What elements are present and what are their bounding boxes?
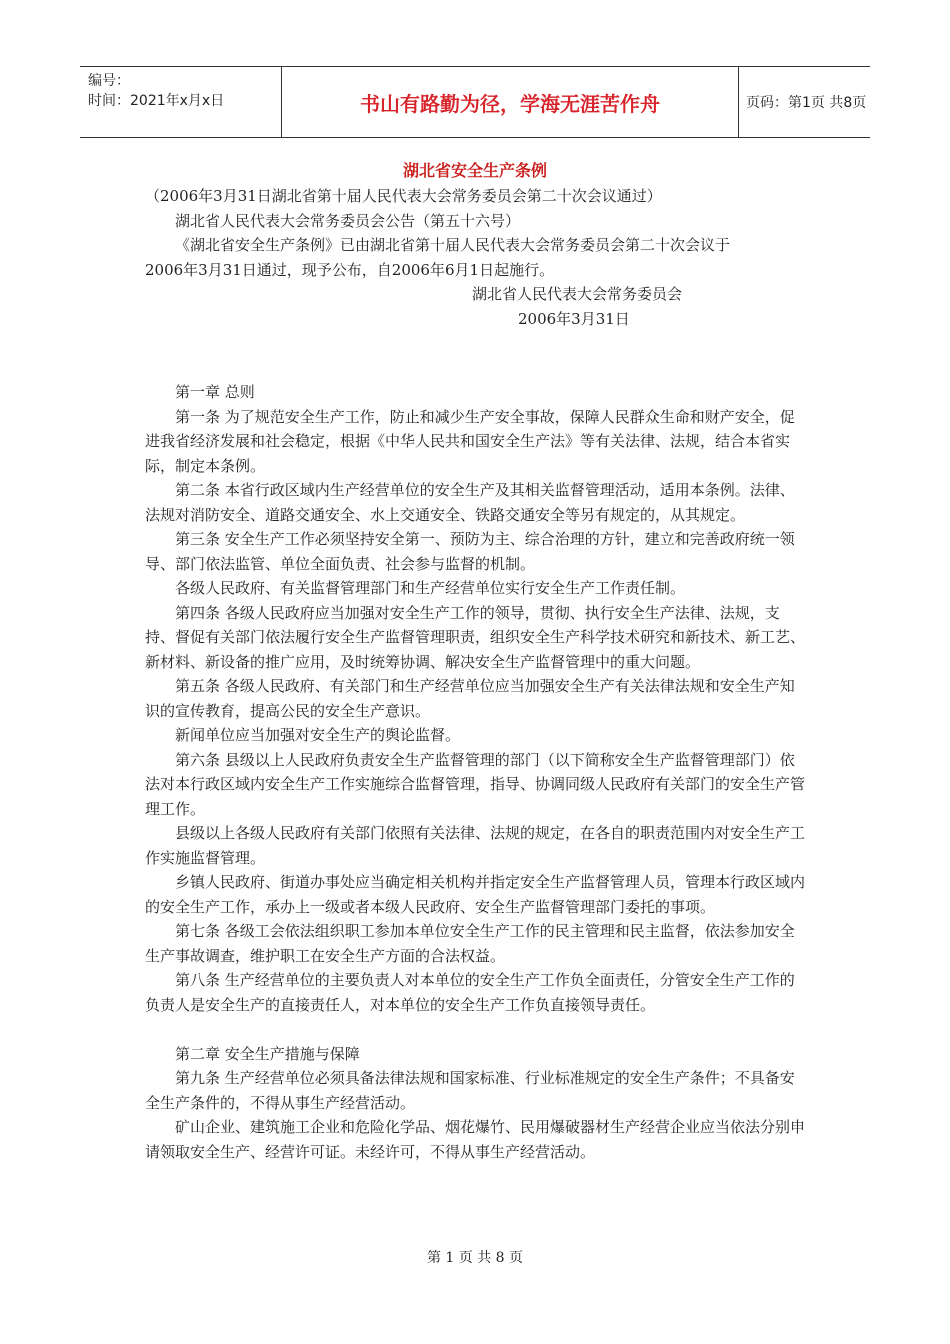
article-7: 第七条 各级工会依法组织职工参加本单位安全生产工作的民主管理和民主监督，依法参加安全生产事故调查，维护职工在安全生产方面的合法权益。 <box>145 922 795 965</box>
article-6-para-3: 乡镇人民政府、街道办事处应当确定相关机构并指定安全生产监督管理人员，管理本行政区域内的安全生产工作，承办上一级或者本级人民政府、安全生产监督管理部门委托的事项。 <box>145 873 806 916</box>
signature-org: 湖北省人民代表大会常务委员会 <box>472 285 683 303</box>
announcement-body-line-1: 《湖北省安全生产条例》已由湖北省第十届人民代表大会常务委员会第二十次会议于 <box>175 236 731 254</box>
document-time-label: 时间：2021年x月x日 <box>88 93 225 109</box>
article-5-para-2: 新闻单位应当加强对安全生产的舆论监督。 <box>175 726 461 744</box>
page-footer: 第 1 页 共 8 页 <box>426 1250 524 1266</box>
article-2: 第二条 本省行政区域内生产经营单位的安全生产及其相关监督管理活动，适用本条例。法律、法规对消防安全、道路交通安全、水上交通安全、铁路交通安全等另有规定的，从其规定。 <box>145 481 795 524</box>
page-header <box>80 66 870 138</box>
chapter-2-title: 第二章 安全生产措施与保障 <box>175 1044 360 1063</box>
header-page-label: 页码：第1页 共8页 <box>746 95 867 111</box>
announcement-title: 湖北省人民代表大会常务委员会公告（第五十六号） <box>175 211 521 230</box>
article-3-para-2: 各级人民政府、有关监督管理部门和生产经营单位实行安全生产工作责任制。 <box>175 579 686 597</box>
article-8: 第八条 生产经营单位的主要负责人对本单位的安全生产工作负全面责任，分管安全生产工作的负责人是安全生产的直接责任人，对本单位的安全生产工作负直接领导责任。 <box>145 971 795 1014</box>
header-meta <box>80 67 281 137</box>
document-body <box>145 184 807 1164</box>
article-9-para-2: 矿山企业、建筑施工企业和危险化学品、烟花爆竹、民用爆破器材生产经营企业应当依法分别申请领取安全生产、经营许可证。未经许可，不得从事生产经营活动。 <box>145 1118 806 1161</box>
article-9: 第九条 生产经营单位必须具备法律法规和国家标准、行业标准规定的安全生产条件；不具备安全生产条件的，不得从事生产经营活动。 <box>145 1069 795 1112</box>
document-number-label: 编号： <box>88 73 130 89</box>
article-6: 第六条 县级以上人民政府负责安全生产监督管理的部门（以下简称安全生产监督管理部门）依法对本行政区域内安全生产工作实施综合监督管理，指导、协调同级人民政府有关部门的安全生产管理工作。 <box>145 750 806 818</box>
article-6-para-2: 县级以上各级人民政府有关部门依照有关法律、法规的规定，在各自的职责范围内对安全生产工作实施监督管理。 <box>145 824 806 867</box>
header-motto: 书山有路勤为径，学海无涯苦作舟 <box>281 67 739 137</box>
adoption-note: （2006年3月31日湖北省第十届人民代表大会常务委员会第二十次会议通过） <box>145 187 662 205</box>
article-5: 第五条 各级人民政府、有关部门和生产经营单位应当加强安全生产有关法律法规和安全生产知识的宣传教育，提高公民的安全生产意识。 <box>145 677 795 720</box>
chapter-1-title: 第一章 总则 <box>175 383 255 401</box>
article-4: 第四条 各级人民政府应当加强对安全生产工作的领导，贯彻、执行安全生产法律、法规，支持、督促有关部门依法履行安全生产监督管理职责，组织安全生产科学技术研究和新技术、新工艺、新材料、新设备的推广应用，及时统筹协调、解决安全生产监督管理中的重大问题。 <box>145 603 806 671</box>
signature-date: 2006年3月31日 <box>518 309 630 328</box>
article-1: 第一条 为了规范安全生产工作，防止和减少生产安全事故，保障人民群众生命和财产安全，促进我省经济发展和社会稳定，根据《中华人民共和国安全生产法》等有关法律、法规，结合本省实际，制定本条例。 <box>145 407 795 475</box>
document-title: 湖北省安全生产条例 <box>402 161 547 180</box>
article-3: 第三条 安全生产工作必须坚持安全第一、预防为主、综合治理的方针，建立和完善政府统一领导、部门依法监管、单位全面负责、社会参与监督的机制。 <box>145 530 795 573</box>
announcement-body-line-2: 2006年3月31日通过，现予公布，自2006年6月1日起施行。 <box>145 260 555 279</box>
